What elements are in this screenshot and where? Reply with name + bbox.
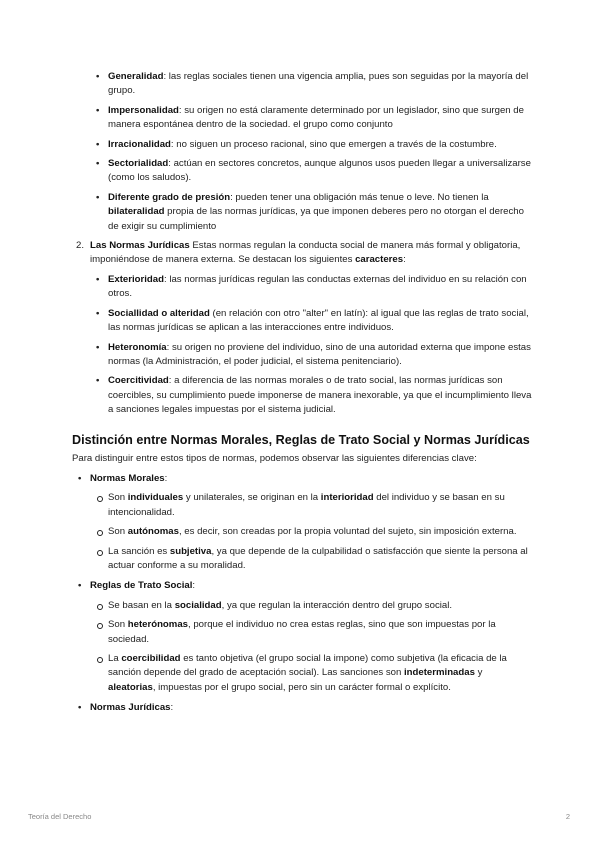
item-text: : las reglas sociales tienen una vigencia amplia, pues son seguidas por la mayoría del grupo. xyxy=(108,71,529,97)
item-text: : a diferencia de las normas morales o de trato social, las normas jurídicas son coercibles, su cumplimiento puede imponerse de manera inexorable, ya que el incumplimiento lleva a sanciones legales impuestas por el sistema judicial. xyxy=(108,375,532,416)
item-text: : no siguen un proceso racional, sino que emergen a través de la costumbre. xyxy=(170,138,497,150)
intro-paragraph: Para distinguir entre estos tipos de normas, podemos observar las siguientes diferencias clave: xyxy=(72,452,477,464)
list-item xyxy=(108,545,532,574)
term: Reglas de Trato Social xyxy=(90,580,193,592)
list-item xyxy=(108,374,532,417)
numbered-item-legal-norms xyxy=(76,239,532,417)
norm-types-list xyxy=(72,472,532,716)
item-text: : xyxy=(170,702,174,714)
term: Normas Jurídicas xyxy=(90,702,171,714)
list-item xyxy=(108,191,532,234)
term: Sectorialidad xyxy=(108,158,169,170)
footer-document-title: Teoría del Derecho xyxy=(28,812,92,821)
list-item xyxy=(108,618,532,647)
item-text: Son xyxy=(108,492,128,504)
item-text: y xyxy=(474,667,483,679)
term: Generalidad xyxy=(108,71,164,82)
term: bilateralidad xyxy=(108,206,165,218)
section-text: : xyxy=(403,254,406,266)
item-text: , ya que regulan la interacción dentro del grupo social. xyxy=(221,599,453,611)
term: individuales xyxy=(127,492,184,504)
term: caracteres xyxy=(355,254,404,266)
item-text: La sanción es xyxy=(108,545,170,557)
list-item xyxy=(108,70,532,99)
list-item xyxy=(108,599,532,613)
term: Heteronomía xyxy=(108,341,167,353)
section-title: Las Normas Jurídicas xyxy=(90,240,190,252)
item-text: Son xyxy=(108,526,128,538)
term: autónomas xyxy=(127,526,179,538)
item-text: , impuestas por el grupo social, pero sin un carácter formal o explícito. xyxy=(152,681,451,693)
term: indeterminadas xyxy=(404,667,475,679)
term: Normas Morales xyxy=(90,472,165,484)
item-text: y unilaterales, se originan en la xyxy=(183,492,321,504)
term: coercibilidad xyxy=(121,653,181,664)
sub-list xyxy=(90,491,532,573)
item-number: 2. xyxy=(76,240,85,252)
item-text: , ya que depende de la culpabilidad o satisfacción que siente la persona al actuar conforme a su moralidad. xyxy=(108,545,528,571)
item-text: : pueden tener una obligación más tenue o leve. No tienen la xyxy=(230,191,489,203)
page-content xyxy=(72,70,532,722)
item-text: : las normas jurídicas regulan las conductas externas del individuo en su relación con otros. xyxy=(108,273,527,300)
item-text: Son xyxy=(108,619,128,631)
item-text: La xyxy=(108,653,122,664)
term: Diferente grado de presión xyxy=(108,191,231,203)
item-text: es tanto objetiva (el grupo social la impone) como subjetiva (la eficacia de la sanción depende del grado de aceptación social). Las sanciones son xyxy=(108,653,507,679)
term: aleatorias xyxy=(108,681,153,693)
item-text: (en relación con otro "alter" en latín): al igual que las reglas de trato social, las normas jurídicas se aplican a las interacciones entre individuos. xyxy=(108,307,529,334)
item-text: , es decir, son creadas por la propia voluntad del sujeto, sin imposición externa. xyxy=(178,526,517,538)
item-text: : xyxy=(164,472,168,484)
item-text: : su origen no proviene del individuo, sino de una autoridad externa que impone estas normas (la Administración, el poder judicial, el sistema penitenciario). xyxy=(108,341,531,367)
list-item xyxy=(108,307,532,336)
list-item xyxy=(108,491,532,520)
list-item xyxy=(108,273,532,302)
term: Sociallidad o alteridad xyxy=(108,307,210,319)
list-item xyxy=(108,157,532,186)
footer-page-number: 2 xyxy=(565,812,570,821)
legal-norms-characteristics-list xyxy=(90,273,532,418)
list-item xyxy=(108,652,532,695)
list-item xyxy=(108,104,532,133)
term: Coercitividad xyxy=(108,375,169,387)
item-text: , porque el individuo no crea estas reglas, sino que son impuestas por la sociedad. xyxy=(108,619,496,645)
item-text: : su origen no está claramente determinado por un legislador, sino que surgen de manera espontánea dentro de la sociedad. el grupo como conjunto xyxy=(108,104,524,131)
numbered-list xyxy=(72,239,532,417)
item-text: : xyxy=(192,580,196,592)
term: Exterioridad xyxy=(108,273,164,285)
item-text: propia de las normas jurídicas, ya que imponen deberes pero no otorgan el derecho de exigir su cumplimiento xyxy=(108,206,524,232)
list-item-reglas-trato-social xyxy=(90,579,532,695)
item-text: : actúan en sectores concretos, aunque algunos usos pueden llegar a universalizarse (como los saludos). xyxy=(108,158,531,184)
term: interioridad xyxy=(320,492,374,504)
term: Irracionalidad xyxy=(108,138,171,150)
term: socialidad xyxy=(174,599,222,611)
section-text: Estas normas regulan la conducta social de manera más formal y obligatoria, imponiéndose de manera externa. Se destacan los siguientes xyxy=(90,240,521,266)
term: Impersonalidad xyxy=(108,104,179,116)
section-heading: Distinción entre Normas Morales, Reglas de Trato Social y Normas Jurídicas xyxy=(72,432,530,447)
list-item-normas-morales xyxy=(90,472,532,573)
term: heterónomas xyxy=(127,619,188,631)
term: subjetiva xyxy=(169,545,212,557)
sub-list xyxy=(90,599,532,695)
social-rules-characteristics-list xyxy=(72,70,532,234)
list-item xyxy=(108,525,532,539)
list-item-normas-juridicas xyxy=(90,701,532,715)
list-item xyxy=(108,138,532,152)
item-text: Se basan en la xyxy=(108,599,175,611)
list-item xyxy=(108,341,532,370)
item-text: del individuo y se basan en su intencionalidad. xyxy=(108,492,505,518)
